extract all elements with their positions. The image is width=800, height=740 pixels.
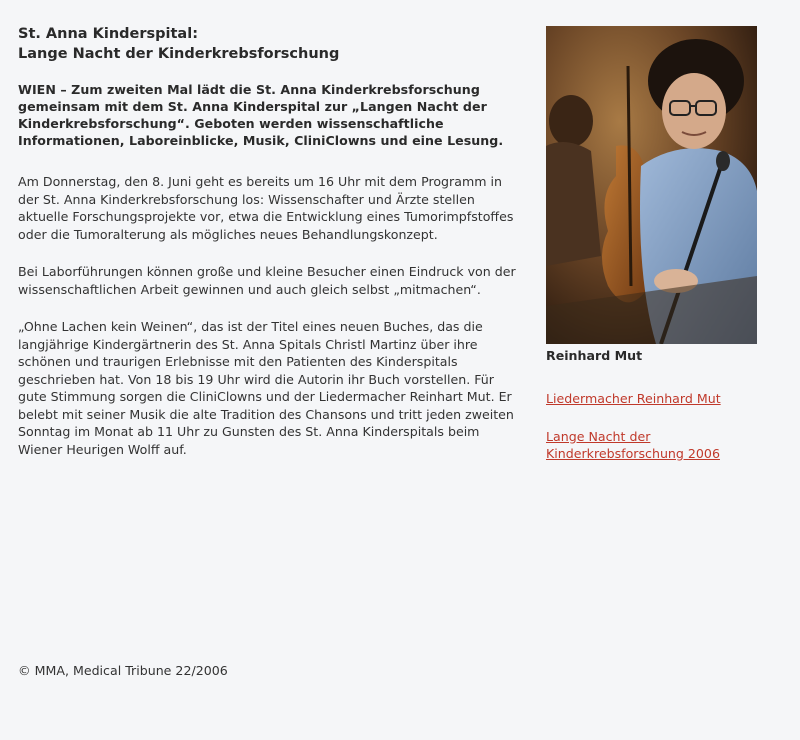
copyright-footer: © MMA, Medical Tribune 22/2006: [18, 663, 228, 678]
sidebar: [546, 26, 761, 462]
article-paragraph-2: Bei Laborführungen können große und kleine Besucher einen Eindruck von der wissenschaftlichen Arbeit gewinnen und auch gleich selbst „mitmachen“.: [18, 264, 516, 297]
article-paragraph-1: Am Donnerstag, den 8. Juni geht es bereits um 16 Uhr mit dem Programm in der St. Anna Kinderkrebsforschung los: Wissenschafter und Ärzte stellen aktuelle Forschungsprojekte vor, etwa die Entwicklung eines Tumorimpfstoffes oder die Tumoralterung als mögliches neues Behandlungskonzept.: [18, 174, 514, 242]
article: [18, 24, 518, 478]
photo-image: [546, 26, 757, 344]
link-lange-nacht-2006[interactable]: Lange Nacht der Kinderkrebsforschung 2006: [546, 429, 720, 461]
photo-caption: Reinhard Mut: [546, 348, 643, 363]
article-title-line2: Lange Nacht der Kinderkrebsforschung: [18, 46, 340, 62]
link-liedermacher-reinhard-mut[interactable]: Liedermacher Reinhard Mut: [546, 391, 721, 406]
article-paragraph-3: „Ohne Lachen kein Weinen“, das ist der Titel eines neuen Buches, das die langjährige Kindergärtnerin des St. Anna Spitals Christl Martinz über ihre schönen und traurigen Erlebnisse mit den Patienten des Kinderspitals geschrieben hat. Von 18 bis 19 Uhr wird die Autorin ihr Buch vorstellen. Für gute Stimmung sorgen die CliniClowns und der Liedermacher Reinhart Mut. Er belebt mit seiner Musik die alte Tradition des Chansons und tritt jeden zweiten Sonntag im Monat ab 11 Uhr zu Gunsten des St. Anna Kinderspitals beim Wiener Heurigen Wolff auf.: [18, 319, 514, 457]
photo-reinhard-mut: [546, 26, 757, 344]
article-title: [18, 24, 518, 64]
article-title-line1: St. Anna Kinderspital:: [18, 26, 198, 42]
article-lead: WIEN – Zum zweiten Mal lädt die St. Anna Kinderkrebsforschung gemeinsam mit dem St. Anna Kinderspital zur „Langen Nacht der Kinderkrebsforschung“. Geboten werden wissenschaftliche Informationen, Laboreinblicke, Musik, CliniClowns und eine Lesung.: [18, 82, 504, 148]
